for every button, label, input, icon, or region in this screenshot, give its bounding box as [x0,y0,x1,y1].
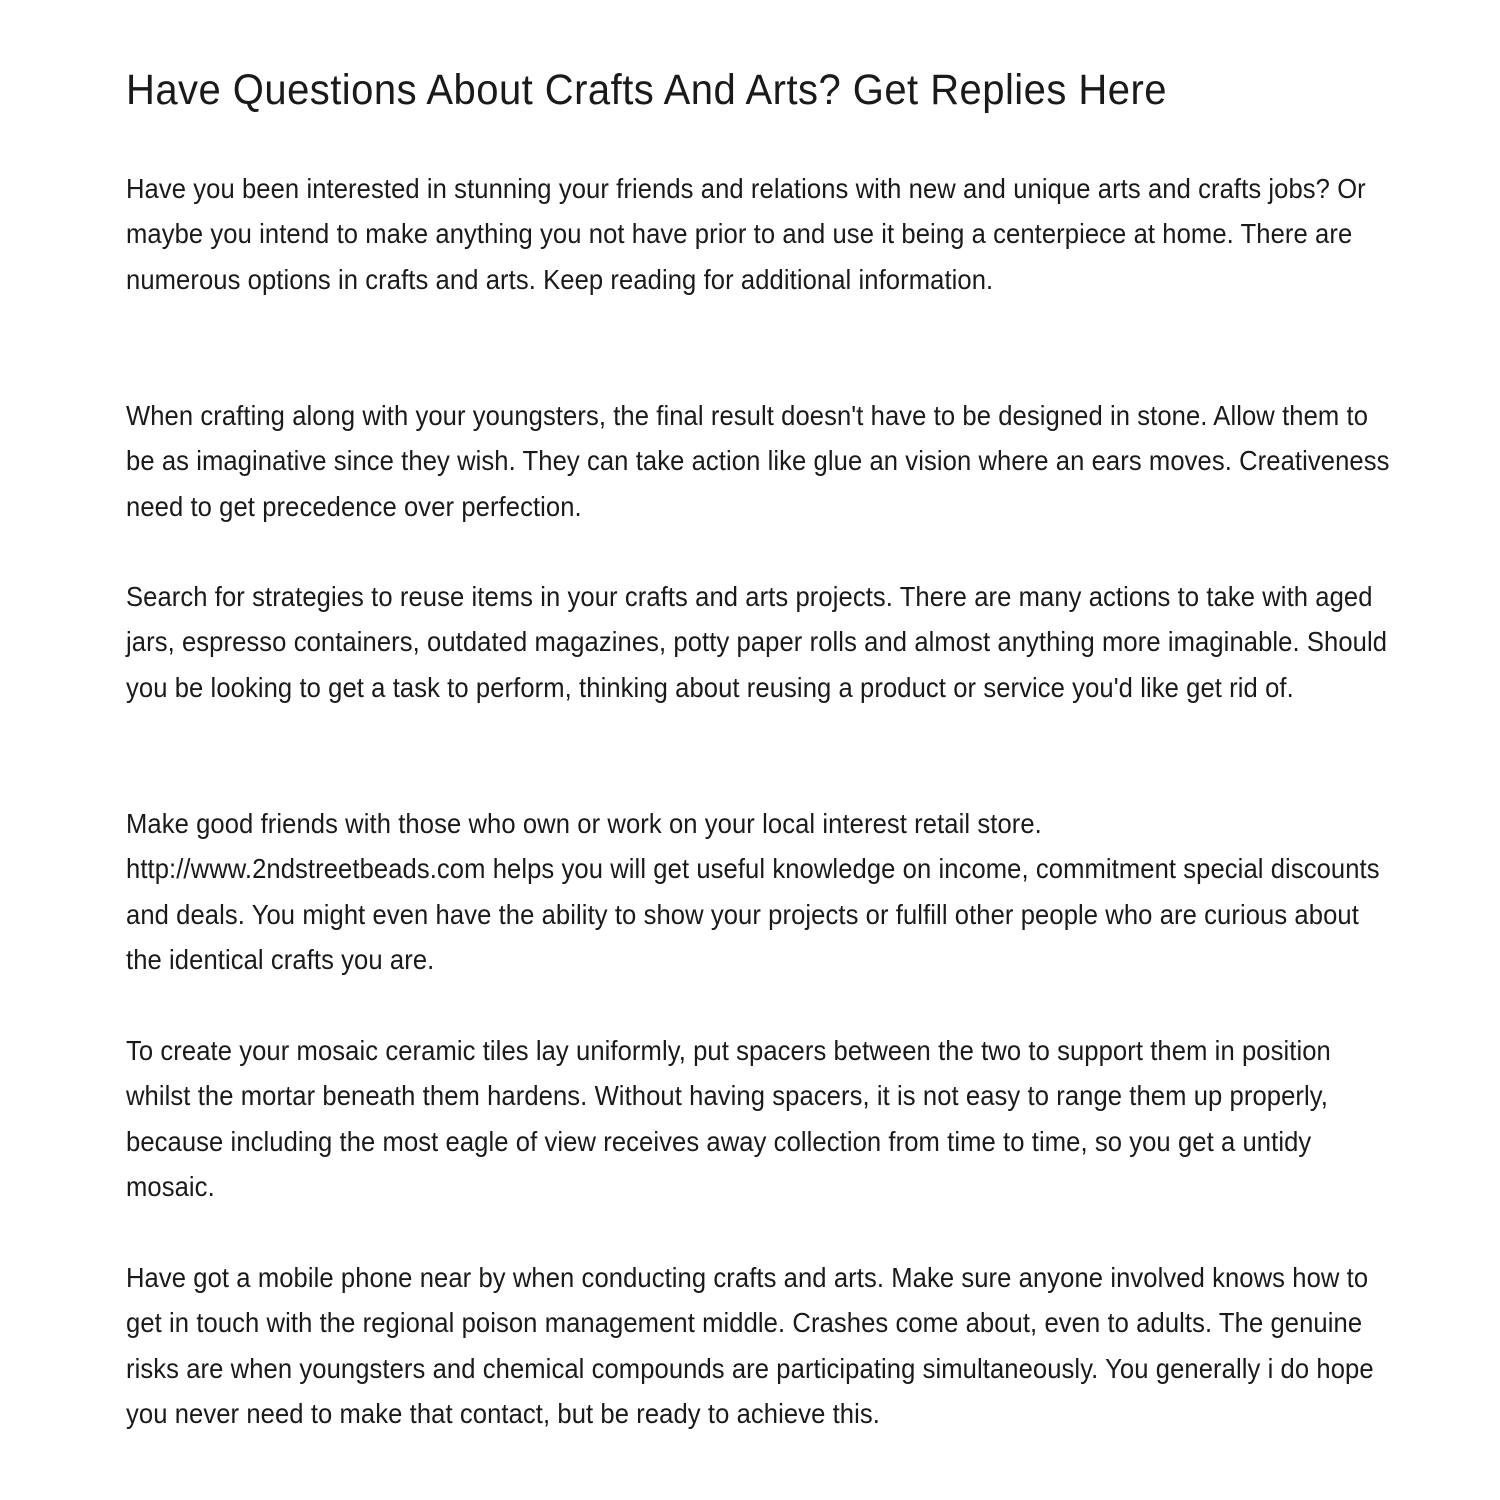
paragraph-2: When crafting along with your youngsters, the final result doesn't have to be designed in stone. Allow them to be as imaginative since they wish. They can take action like glue an vision where an ears moves. Creativeness need to get precedence over perfection. [126,400,1390,522]
paragraph-6: Have got a mobile phone near by when conducting crafts and arts. Make sure anyone involved knows how to get in touch with the regional poison management middle. Crashes come about, even to adults. The genuine risks are when youngsters and chemical compounds are participating simultaneously. You generally i do hope you never need to make that contact, but be ready to achieve this. [126,1262,1374,1430]
paragraph-5: To create your mosaic ceramic tiles lay uniformly, put spacers between the two to support them in position whilst the mortar beneath them hardens. Without having spacers, it is not easy to range them up properly, because including the most eagle of view receives away collection from time to time, so you get a untidy mosaic. [126,1035,1331,1203]
paragraph-1: Have you been interested in stunning your friends and relations with new and unique arts and crafts jobs? Or maybe you intend to make anything you not have prior to and use it being a centerpiece at home. There are numerous options in crafts and arts. Keep reading for additional information. [126,173,1366,295]
page-title: Have Questions About Crafts And Arts? Get Replies Here [126,66,1167,114]
paragraph-4: Make good friends with those who own or work on your local interest retail store. http://www.2ndstreetbeads.com helps you will get useful knowledge on income, commitment special discounts and deals. You might even have the ability to show your projects or fulfill other people who are curious about the identical crafts you are. [126,808,1380,976]
paragraph-3: Search for strategies to reuse items in your crafts and arts projects. There are many actions to take with aged jars, espresso containers, outdated magazines, potty paper rolls and almost anything more imaginable. Should you be looking to get a task to perform, thinking about reusing a product or service you'd like get rid of. [126,581,1388,703]
